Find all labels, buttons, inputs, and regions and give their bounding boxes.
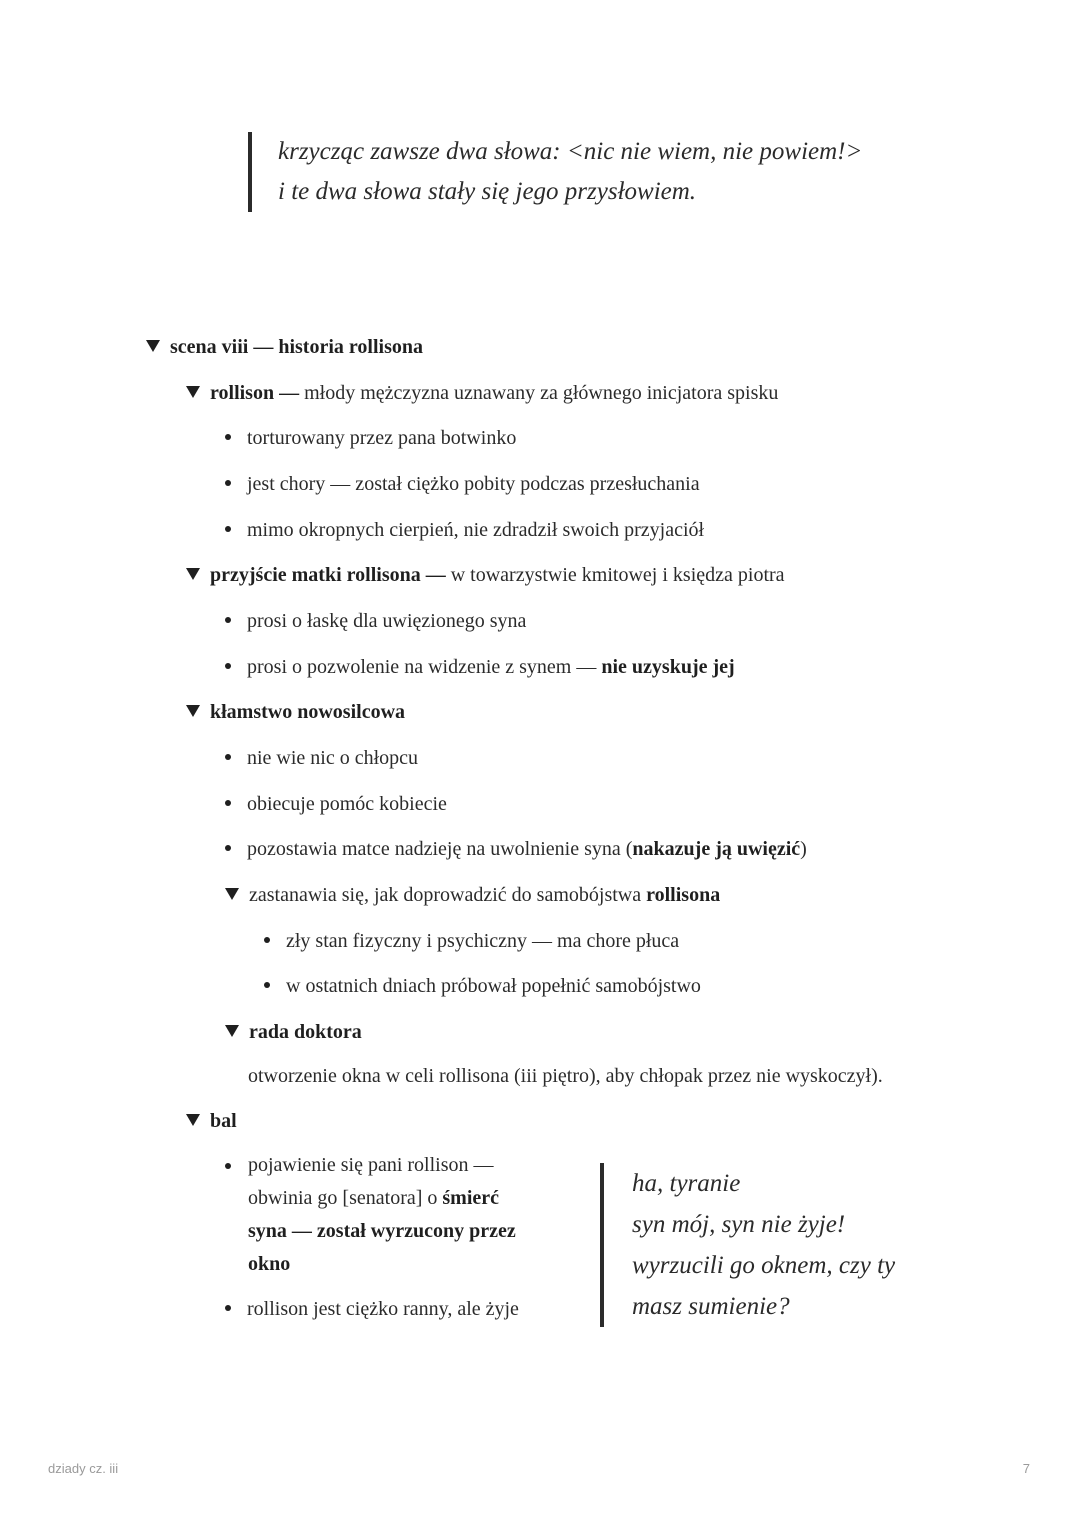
- list-item: jest chory — został ciężko pobity podczas przesłuchania: [225, 471, 700, 497]
- bullet-icon: [264, 937, 270, 943]
- toggle-ponder[interactable]: zastanawia się, jak doprowadzić do samobójstwa rollisona: [225, 882, 720, 908]
- top-quote-line-1: krzycząc zawsze dwa słowa: <nic nie wiem, nie powiem!>: [278, 138, 863, 165]
- list-item: mimo okropnych cierpień, nie zdradził swoich przyjaciół: [225, 517, 704, 543]
- ball-quote-line: syn mój, syn nie żyje!: [632, 1211, 846, 1238]
- toggle-triangle-icon: [186, 386, 200, 398]
- list-item: torturowany przez pana botwinko: [225, 425, 516, 451]
- toggle-ball[interactable]: [186, 1108, 237, 1134]
- list-item: prosi o łaskę dla uwięzionego syna: [225, 608, 526, 634]
- toggle-lie[interactable]: [186, 699, 405, 725]
- toggle-rollison[interactable]: [186, 380, 778, 406]
- top-quote: [248, 132, 862, 212]
- list-item: zły stan fizyczny i psychiczny — ma chore płuca: [264, 928, 679, 954]
- bullet-icon: [225, 663, 231, 669]
- top-quote-line-2: i te dwa słowa stały się jego przysłowiem.: [278, 178, 697, 205]
- list-item: pozostawia matce nadzieję na uwolnienie syna (nakazuje ją uwięzić): [225, 836, 807, 862]
- bullet-icon: [225, 1163, 231, 1169]
- bullet-icon: [225, 845, 231, 851]
- toggle-triangle-icon: [186, 705, 200, 717]
- footer-document-title: dziady cz. iii: [48, 1461, 119, 1476]
- rollison-term: rollison —: [210, 382, 300, 404]
- bullet-icon: [225, 800, 231, 806]
- list-item: nie wie nic o chłopcu: [225, 745, 418, 771]
- scene-title: scena viii — historia rollisona: [170, 336, 423, 358]
- list-item: w ostatnich dniach próbował popełnić samobójstwo: [264, 973, 701, 999]
- advice-text: otworzenie okna w celi rollisona (iii piętro), aby chłopak przez nie wyskoczył).: [248, 1065, 883, 1087]
- toggle-triangle-icon: [186, 568, 200, 580]
- list-item: rollison jest ciężko ranny, ale żyje: [225, 1296, 519, 1322]
- ball-quote: [600, 1163, 895, 1327]
- ball-item-1: pojawienie się pani rollison — obwinia go [senatora] o śmierć syna — został wyrzucony przez okno: [248, 1154, 516, 1275]
- ball-quote-line: masz sumienie?: [632, 1293, 790, 1320]
- bullet-icon: [264, 982, 270, 988]
- lie-term: kłamstwo nowosilcowa: [210, 701, 406, 723]
- toggle-triangle-icon: [225, 1025, 239, 1037]
- scene-toggle-heading[interactable]: [146, 334, 423, 360]
- ball-term: bal: [210, 1110, 237, 1132]
- bullet-icon: [225, 434, 231, 440]
- ball-quote-line: ha, tyranie: [632, 1170, 741, 1197]
- toggle-triangle-icon: [146, 340, 160, 352]
- toggle-advice[interactable]: [225, 1019, 362, 1045]
- toggle-mother[interactable]: [186, 562, 785, 588]
- ball-quote-line: wyrzucili go oknem, czy ty: [632, 1252, 896, 1279]
- bullet-icon: [225, 617, 231, 623]
- footer-page-number: 7: [1022, 1461, 1030, 1476]
- bullet-icon: [225, 1305, 231, 1311]
- list-item: prosi o pozwolenie na widzenie z synem — nie uzyskuje jej: [225, 654, 735, 680]
- toggle-triangle-icon: [225, 888, 239, 900]
- mother-desc: w towarzystwie kmitowej i księdza piotra: [445, 564, 785, 586]
- toggle-triangle-icon: [186, 1114, 200, 1126]
- mother-term: przyjście matki rollisona —: [210, 564, 446, 586]
- advice-term: rada doktora: [249, 1021, 362, 1043]
- bullet-icon: [225, 480, 231, 486]
- bullet-icon: [225, 754, 231, 760]
- rollison-desc: młody mężczyzna uznawany za głównego inicjatora spisku: [299, 382, 779, 404]
- bullet-icon: [225, 526, 231, 532]
- list-item: obiecuje pomóc kobiecie: [225, 791, 447, 817]
